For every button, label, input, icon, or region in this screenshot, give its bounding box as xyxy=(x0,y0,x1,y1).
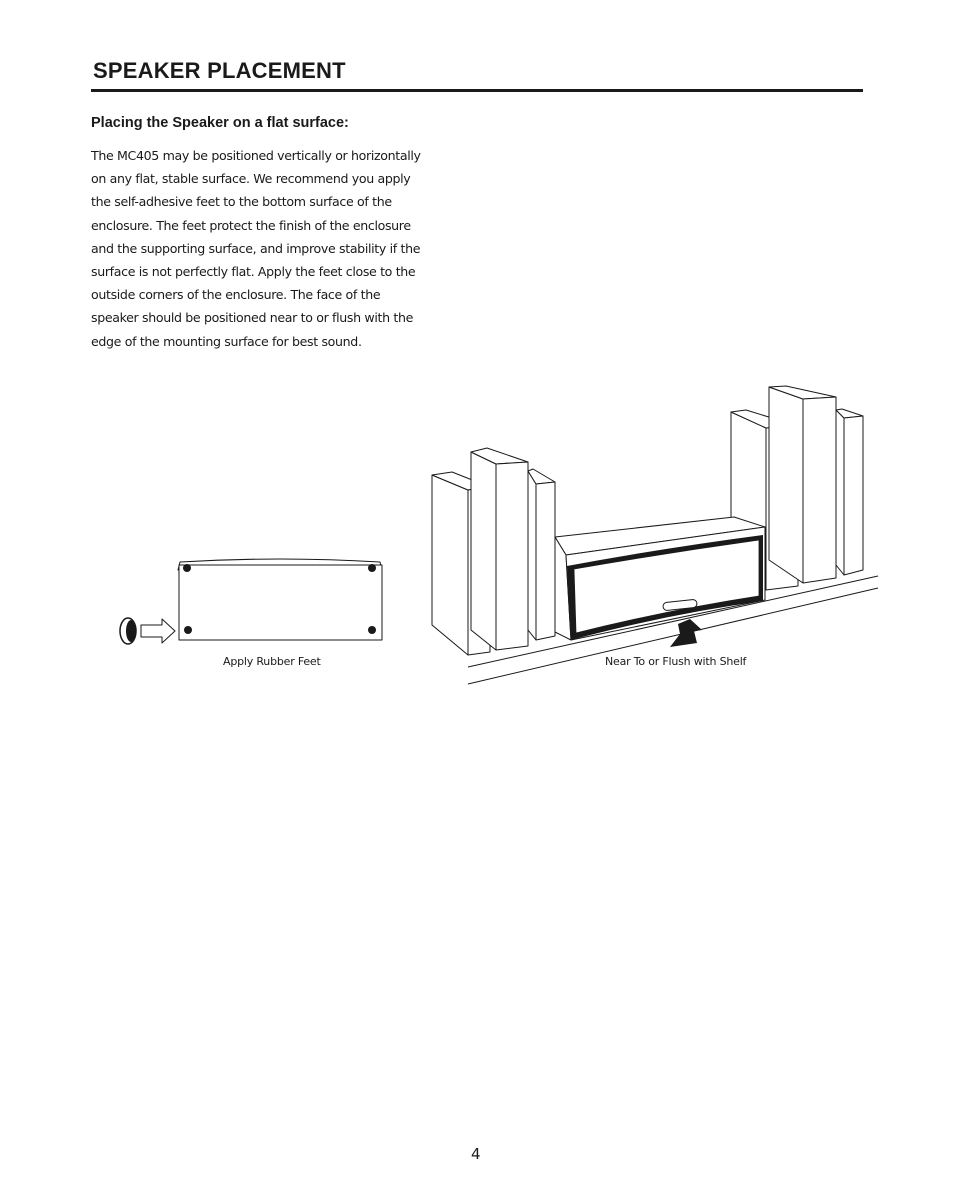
body-line: enclosure. The feet protect the finish of the enclosure xyxy=(91,217,411,233)
speaker-bottom-illustration xyxy=(178,559,382,640)
rubber-foot-dot xyxy=(368,626,376,634)
body-line: outside corners of the enclosure. The face of the xyxy=(91,287,381,303)
rubber-foot-icon xyxy=(120,618,136,644)
arrow-up-icon xyxy=(670,619,702,647)
body-line: edge of the mounting surface for best sound. xyxy=(91,333,362,349)
caption-near-shelf: Near To or Flush with Shelf xyxy=(605,655,747,668)
page-number: 4 xyxy=(471,1145,481,1163)
body-paragraph xyxy=(91,144,451,353)
body-line: and the supporting surface, and improve stability if the xyxy=(91,240,421,256)
page-title: SPEAKER PLACEMENT xyxy=(93,58,346,83)
caption-apply-rubber-feet: Apply Rubber Feet xyxy=(223,655,321,668)
section-heading: Placing the Speaker on a flat surface: xyxy=(91,115,349,131)
body-line: the self-adhesive feet to the bottom surface of the xyxy=(91,194,392,210)
body-line: surface is not perfectly flat. Apply the feet close to the xyxy=(91,264,416,280)
body-line: The MC405 may be positioned vertically or horizontally xyxy=(91,148,421,163)
title-rule xyxy=(91,89,863,92)
rubber-foot-dot xyxy=(368,564,376,572)
rubber-foot-dot xyxy=(184,626,192,634)
speaker-placement-figure xyxy=(0,370,954,700)
rubber-foot-dot xyxy=(183,564,191,572)
body-line: speaker should be positioned near to or flush with the xyxy=(91,310,414,326)
arrow-right-icon xyxy=(141,619,175,643)
books-left xyxy=(432,448,555,655)
body-line: on any flat, stable surface. We recommend you apply xyxy=(91,171,411,187)
